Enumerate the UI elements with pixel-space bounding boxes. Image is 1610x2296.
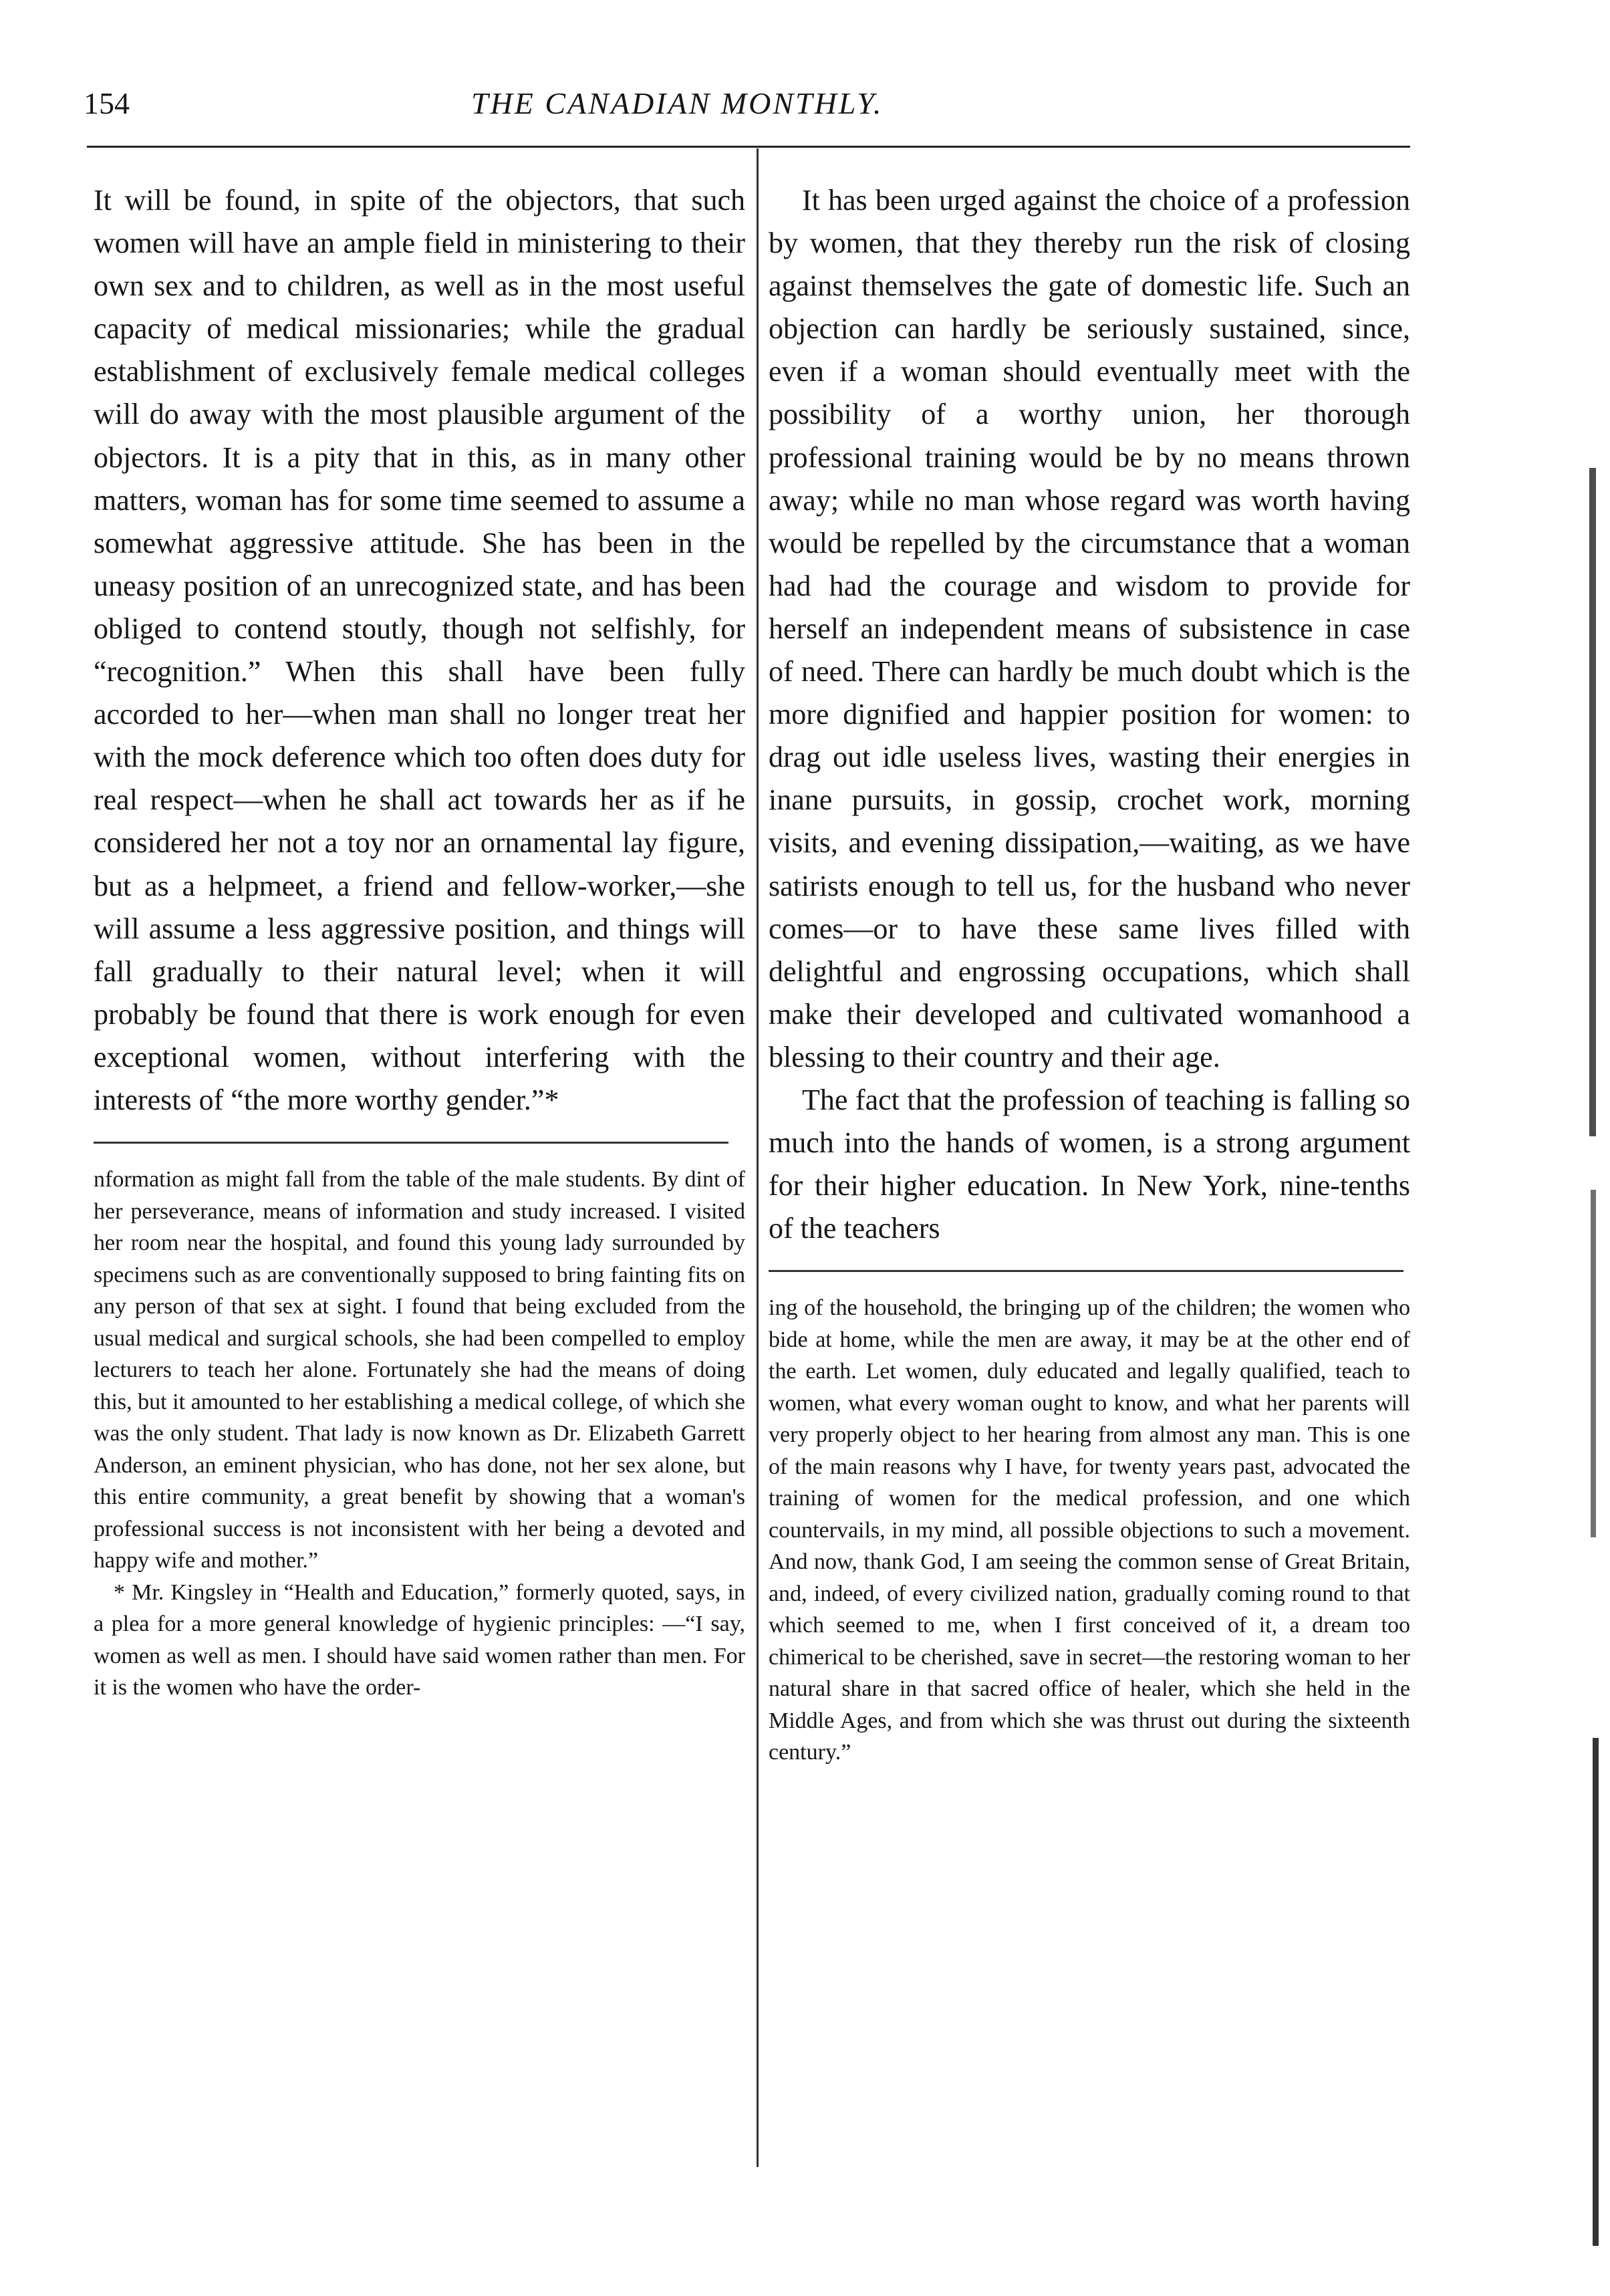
right-footnote-rule bbox=[769, 1270, 1403, 1272]
left-footnote-continued: nformation as might fall from the table of the male students. By dint of her perseverance, means of information and study increased. I visited her room near the hospital, and found this young lady surrounded by specimens such as are conventionally supposed to bring fainting fits on any person of that sex at sight. I found that being excluded from the usual medical and surgical schools, she had been compelled to employ lecturers to teach her alone. Fortunately she had the means of doing this, but it amounted to her establishing a medical college, of which she was the only student. That lady is now known as Dr. Elizabeth Garrett Anderson, an eminent physician, who has done, not her sex alone, but this entire community, a great benefit by showing that a woman's professional success is not inconsistent with her being a devoted and happy wife and mother.” bbox=[94, 1167, 745, 1573]
left-footnote-rule bbox=[94, 1142, 728, 1144]
running-title: THE CANADIAN MONTHLY. bbox=[471, 86, 884, 120]
scan-edge-mark bbox=[1593, 1738, 1599, 2246]
scan-edge-mark bbox=[1589, 468, 1596, 1136]
page-header bbox=[84, 86, 1410, 132]
right-body-paragraph-1: It has been urged against the choice of a profession by women, that they thereby run the risk of closing against themselves the gate of domestic life. Such an objection can hardly be seriously sustained, since, even if a woman should eventually meet with the possibility of a worthy union, her thorough professional training would be by no means thrown away; while no man whose regard was worth having would be repelled by the circumstance that a woman had had the courage and wisdom to provide for herself an independent means of subsistence in case of need. There can hardly be much doubt which is the more dignified and happier position for women: to drag out idle useless lives, wasting their energies in inane pursuits, in gossip, crochet work, morning visits, and evening dissipation,—waiting, as we have satirists enough to tell us, for the husband who never comes—or to have these same lives filled with delightful and engrossing occupations, which shall make their developed and cultivated womanhood a blessing to their country and their age. bbox=[769, 184, 1410, 1073]
left-footnotes bbox=[94, 1164, 745, 1704]
right-column bbox=[769, 179, 1410, 1769]
right-footnote-continued: ing of the household, the bringing up of the children; the women who bide at home, while the men are away, it may be at the other end of the earth. Let women, duly educated and legally qualified, teach to women, what every woman ought to know, and what her parents will very properly object to her hearing from almost any man. This is one of the main reasons why I have, for twenty years past, advocated the training of women for the medical profession, and one which countervails, in my mind, all possible objections to such a movement. And now, thank God, I am seeing the common sense of Great Britain, and, indeed, of every civilized nation, gradually coming round to that which seemed to me, when I first conceived of it, a dream too chimerical to be cherished, save in secret—the restoring woman to her natural share in that sacred office of healer, which she held in the Middle Ages, and from which she was thrust out during the sixteenth century.” bbox=[769, 1295, 1410, 1765]
left-body-paragraph: It will be found, in spite of the objectors, that such women will have an ample field in ministering to their own sex and to children, as well as in the most useful capacity of medical missionaries; while the gradual establishment of exclusively female medical colleges will do away with the most plausible argument of the objectors. It is a pity that in this, as in many other matters, woman has for some time seemed to assume a somewhat aggressive attitude. She has been in the uneasy position of an unrecognized state, and has been obliged to contend stoutly, though not selfishly, for “recognition.” When this shall have been fully accorded to her—when man shall no longer treat her with the mock deference which too often does duty for real respect—when he shall act towards her as if he considered her not a toy nor an ornamental lay figure, but as a helpmeet, a friend and fellow-worker,—she will assume a less aggressive position, and things will fall gradually to their natural level; when it will probably be found that there is work enough for even exceptional women, without interfering with the interests of “the more worthy gender.”* bbox=[94, 184, 745, 1116]
column-divider bbox=[757, 148, 759, 2167]
right-body-text bbox=[769, 179, 1410, 1250]
right-body-paragraph-2: The fact that the profession of teaching is falling so much into the hands of women, is a strong argument for their higher education. In New York, nine-tenths of the teachers bbox=[769, 1083, 1410, 1245]
scan-edge-mark bbox=[1591, 1190, 1596, 1537]
left-footnote-star: * Mr. Kingsley in “Health and Education,” formerly quoted, says, in a plea for a more general knowledge of hygienic principles: —“I say, women as well as men. I should have said women rather than men. For it is the women who have the order- bbox=[94, 1579, 745, 1700]
left-column bbox=[94, 179, 745, 1704]
right-footnotes bbox=[769, 1292, 1410, 1769]
left-body-text bbox=[94, 179, 745, 1122]
page-number: 154 bbox=[84, 86, 130, 120]
header-rule bbox=[87, 146, 1410, 148]
